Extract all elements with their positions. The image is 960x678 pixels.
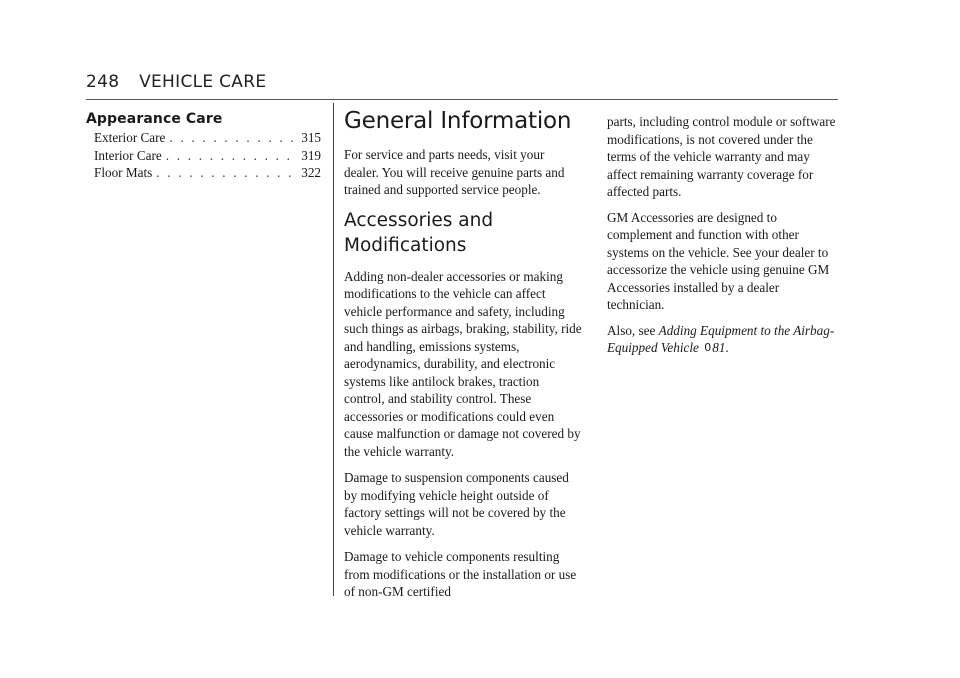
- accessories-paragraph-2: Damage to suspension components caused by modifying vehicle height outside of factory settings will not be covered by the vehicle warranty.: [344, 470, 569, 538]
- see-also-prefix: Also, see: [607, 322, 656, 338]
- page-header: [86, 72, 266, 92]
- toc-leader-dots: [156, 164, 297, 182]
- toc-item-label: Interior Care: [94, 147, 162, 163]
- accessories-paragraph-4: GM Accessories are designed to complement and function with other systems on the vehicle. See your dealer to accessorize the vehicle using genuine GM Accessories installed by a dealer technician.: [607, 209, 830, 312]
- toc-leader-dots: [169, 129, 297, 147]
- toc-item[interactable]: [94, 147, 321, 165]
- general-information-paragraph: For service and parts needs, visit your dealer. You will receive genuine parts and trained and supported service people.: [344, 147, 565, 197]
- toc-heading: Appearance Care: [86, 111, 223, 127]
- see-also-page[interactable]: 81: [712, 340, 726, 355]
- chapter-title: VEHICLE CARE: [139, 72, 267, 92]
- accessories-heading-line2: Modifications: [344, 234, 467, 256]
- page-number: 248: [86, 72, 120, 92]
- see-also-link[interactable]: Adding Equipment to the Airbag-Equipped Vehicle: [607, 322, 835, 355]
- header-rule: [86, 99, 838, 100]
- toc-item-page: 319: [301, 147, 321, 163]
- toc-leader-dots: [166, 147, 297, 165]
- general-information-heading: General Information: [344, 108, 572, 134]
- page-reference-icon: 0: [704, 341, 712, 354]
- toc-item-label: Floor Mats: [94, 165, 153, 180]
- accessories-paragraph-1: Adding non-dealer accessories or making modifications to the vehicle can affect vehicle performance and safety, including such things as airbags, braking, stability, ride and handling, emissions systems, aerodynamics, durability, and electronic systems like antilock brakes, traction control, and stability control. These accessories or modifications could even cause malfunction or damage not covered by the vehicle warranty.: [344, 268, 582, 459]
- see-also-paragraph: [607, 322, 839, 357]
- accessories-paragraph-3-continued: parts, including control module or software modifications, is not covered under the terms of the vehicle warranty and may affect remaining warranty coverage for affected parts.: [607, 114, 836, 199]
- column-divider: [333, 103, 334, 596]
- toc-column: [86, 111, 321, 182]
- right-column: [607, 113, 839, 365]
- toc-item[interactable]: [94, 164, 321, 182]
- see-also-suffix: .: [725, 340, 729, 355]
- main-column: [344, 108, 582, 610]
- toc-item[interactable]: [94, 129, 321, 147]
- accessories-heading-line1: Accessories and: [344, 209, 494, 231]
- toc-item-label: Exterior Care: [94, 130, 166, 145]
- accessories-heading: [344, 208, 582, 258]
- toc-item-page: 322: [301, 165, 321, 180]
- toc-item-page: 315: [301, 130, 321, 145]
- toc-list: [86, 129, 321, 182]
- accessories-paragraph-3: Damage to vehicle components resulting from modifications or the installation or use of non-GM certified: [344, 549, 577, 599]
